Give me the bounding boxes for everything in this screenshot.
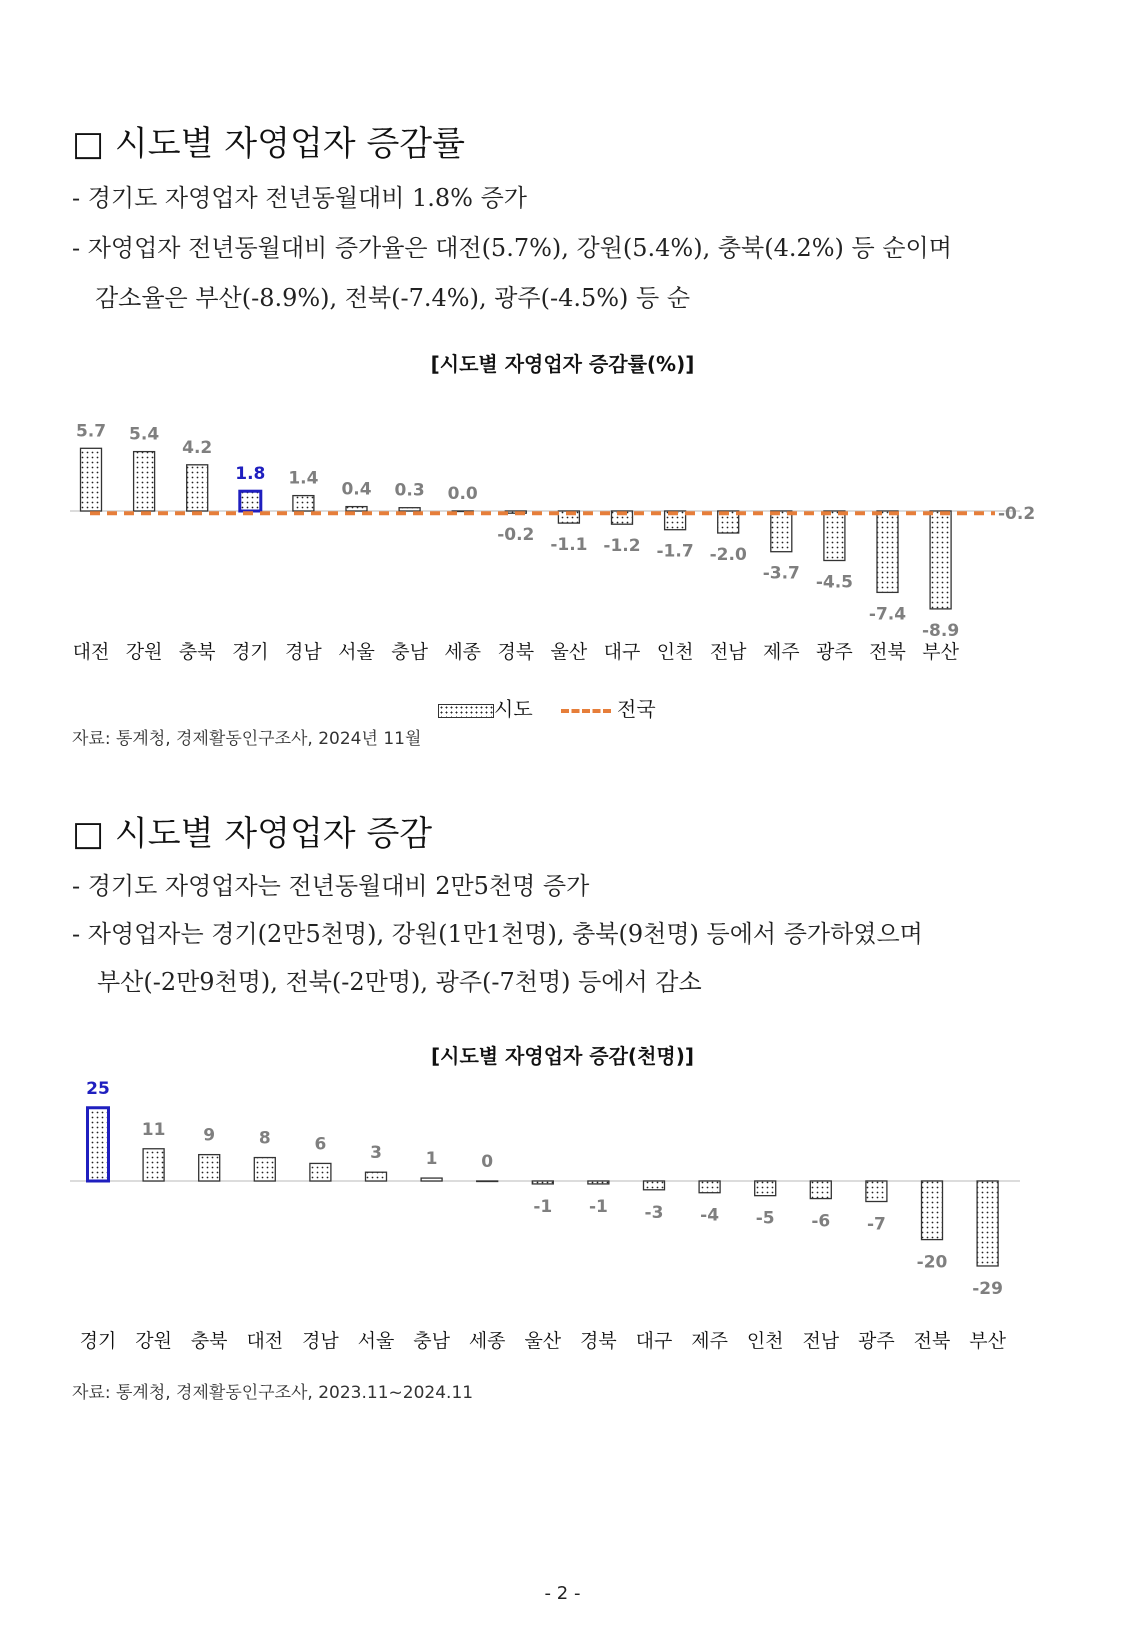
chart2-bar-9 xyxy=(588,1181,609,1184)
chart2-category-10: 대구 xyxy=(635,1330,673,1352)
chart1-value-label-16: -8.9 xyxy=(922,620,960,641)
chart2-value-label-0: 25 xyxy=(86,1078,110,1099)
section1-title: □ 시도별 자영업자 증감률 xyxy=(72,124,465,164)
chart1-category-6: 충남 xyxy=(391,641,428,663)
chart1-value-label-6: 0.3 xyxy=(394,480,425,501)
section2-bullet-2: - 자영업자는 경기(2만5천명), 강원(1만1천명), 충북(9천명) 등에서 증가하였으며 xyxy=(72,920,923,948)
chart1-bar-4 xyxy=(293,496,314,511)
chart2-category-2: 충북 xyxy=(190,1330,228,1352)
chart2-category-16: 부산 xyxy=(969,1330,1006,1352)
chart1-category-2: 충북 xyxy=(178,641,216,663)
chart2-bar-5 xyxy=(366,1172,387,1181)
chart1-category-8: 경북 xyxy=(497,641,535,663)
chart1-bar-14 xyxy=(824,511,845,561)
legend-bar-label: 시도 xyxy=(494,697,533,721)
chart1-growth-rate xyxy=(0,410,1125,690)
chart1-category-15: 전북 xyxy=(869,641,906,663)
chart2-change-thousands xyxy=(0,1070,1125,1360)
section2-title: □ 시도별 자영업자 증감 xyxy=(72,814,433,854)
chart1-value-label-8: -0.2 xyxy=(497,525,535,546)
chart2-value-label-16: -29 xyxy=(972,1278,1003,1299)
legend-line-label: 전국 xyxy=(617,697,656,721)
chart2-bar-1 xyxy=(143,1149,164,1181)
chart1-value-label-0: 5.7 xyxy=(75,421,107,442)
chart1-value-label-13: -3.7 xyxy=(762,563,800,584)
chart2-value-label-6: 1 xyxy=(425,1149,438,1170)
legend-bar-swatch xyxy=(438,704,494,718)
chart2-bar-11 xyxy=(699,1181,720,1193)
chart1-category-5: 서울 xyxy=(338,641,375,663)
section2-bullet-3: 부산(-2만9천명), 전북(-2만명), 광주(-7천명) 등에서 감소 xyxy=(97,968,702,996)
chart1-bar-13 xyxy=(771,511,792,552)
chart1-value-label-12: -2.0 xyxy=(709,545,747,565)
chart2-source: 자료: 통계청, 경제활동인구조사, 2023.11~2024.11 xyxy=(72,1383,474,1403)
chart1-category-9: 울산 xyxy=(550,641,588,663)
chart1-bar-2 xyxy=(187,465,208,511)
chart2-category-6: 충남 xyxy=(413,1330,450,1352)
chart1-bar-3 xyxy=(240,491,261,511)
chart2-value-label-7: 0 xyxy=(481,1152,494,1172)
chart1-national-label: -0.2 xyxy=(998,504,1036,525)
chart2-title: [시도별 자영업자 증감(천명)] xyxy=(430,1044,694,1068)
chart1-value-label-9: -1.1 xyxy=(550,535,588,556)
chart1-bar-15 xyxy=(877,511,898,592)
chart2-bar-12 xyxy=(755,1181,776,1196)
chart2-bar-3 xyxy=(254,1158,275,1181)
chart2-value-label-15: -20 xyxy=(916,1252,948,1273)
section1-bullet-3: 감소율은 부산(-8.9%), 전북(-7.4%), 광주(-4.5%) 등 순 xyxy=(95,284,691,312)
chart2-category-13: 전남 xyxy=(802,1330,840,1352)
chart1-category-3: 경기 xyxy=(231,641,269,663)
chart1-value-label-7: 0.0 xyxy=(447,484,478,504)
chart1-bar-0 xyxy=(81,448,102,511)
chart2-category-8: 울산 xyxy=(524,1330,562,1352)
chart2-category-15: 전북 xyxy=(913,1330,951,1352)
chart1-category-12: 전남 xyxy=(709,641,747,663)
chart2-value-label-9: -1 xyxy=(588,1196,608,1217)
chart1-value-label-4: 1.4 xyxy=(288,468,319,489)
chart2-category-14: 광주 xyxy=(858,1330,895,1352)
chart2-bar-16 xyxy=(977,1181,998,1266)
chart2-category-11: 제주 xyxy=(691,1330,728,1352)
chart1-bar-5 xyxy=(346,507,367,511)
chart1-value-label-2: 4.2 xyxy=(182,437,213,458)
chart2-bar-6 xyxy=(421,1178,442,1181)
chart2-bar-4 xyxy=(310,1163,331,1181)
chart1-value-label-15: -7.4 xyxy=(868,604,907,625)
chart1-source: 자료: 통계청, 경제활동인구조사, 2024년 11월 xyxy=(72,729,422,749)
chart2-value-label-11: -4 xyxy=(700,1205,720,1226)
chart2-category-1: 강원 xyxy=(135,1330,172,1352)
chart2-bar-13 xyxy=(810,1181,831,1199)
chart2-value-label-4: 6 xyxy=(314,1134,327,1155)
chart2-value-label-10: -3 xyxy=(644,1202,664,1223)
chart1-value-label-5: 0.4 xyxy=(341,479,372,500)
chart2-category-5: 서울 xyxy=(357,1330,395,1352)
chart2-category-12: 인천 xyxy=(746,1330,784,1352)
chart2-value-label-3: 8 xyxy=(258,1128,271,1149)
chart2-bar-0 xyxy=(88,1108,109,1181)
chart1-value-label-11: -1.7 xyxy=(656,541,694,562)
chart1-category-1: 강원 xyxy=(125,641,163,663)
chart2-bar-2 xyxy=(199,1155,220,1181)
chart2-bar-8 xyxy=(532,1181,553,1184)
chart1-title: [시도별 자영업자 증감률(%)] xyxy=(430,352,695,376)
chart1-category-0: 대전 xyxy=(72,641,110,663)
chart1-category-11: 인천 xyxy=(656,641,694,663)
chart2-value-label-13: -6 xyxy=(811,1211,831,1232)
chart2-value-label-12: -5 xyxy=(755,1208,775,1229)
chart2-bar-10 xyxy=(644,1181,665,1190)
chart1-bar-6 xyxy=(399,508,420,511)
chart1-category-7: 세종 xyxy=(444,641,482,663)
chart1-category-14: 광주 xyxy=(816,641,853,663)
legend-line-swatch xyxy=(561,709,611,713)
chart2-category-3: 대전 xyxy=(246,1330,284,1352)
chart2-bar-15 xyxy=(922,1181,943,1240)
page-number: - 2 - xyxy=(544,1583,581,1604)
chart2-category-7: 세종 xyxy=(468,1330,506,1352)
chart1-category-10: 대구 xyxy=(603,641,641,663)
section2-bullet-1: - 경기도 자영업자는 전년동월대비 2만5천명 증가 xyxy=(72,872,590,900)
chart2-value-label-14: -7 xyxy=(866,1214,886,1235)
chart2-bar-14 xyxy=(866,1181,887,1202)
chart1-legend xyxy=(438,693,656,722)
chart1-category-16: 부산 xyxy=(922,641,959,663)
chart2-value-label-5: 3 xyxy=(370,1143,382,1164)
section1-bullet-2: - 자영업자 전년동월대비 증가율은 대전(5.7%), 강원(5.4%), 충북(4.2%) 등 순이며 xyxy=(72,234,952,262)
chart1-bar-16 xyxy=(930,511,951,609)
chart2-category-9: 경북 xyxy=(580,1330,617,1352)
chart2-value-label-1: 11 xyxy=(141,1119,166,1140)
chart1-value-label-1: 5.4 xyxy=(129,424,160,445)
chart2-value-label-2: 9 xyxy=(203,1125,216,1146)
chart1-value-label-3: 1.8 xyxy=(235,464,266,485)
chart1-bar-1 xyxy=(134,452,155,511)
chart1-value-label-14: -4.5 xyxy=(815,572,853,593)
chart1-category-4: 경남 xyxy=(285,641,322,663)
chart2-value-label-8: -1 xyxy=(533,1196,553,1217)
chart2-category-4: 경남 xyxy=(302,1330,339,1352)
chart2-bar-7 xyxy=(477,1181,498,1182)
chart2-category-0: 경기 xyxy=(79,1330,117,1352)
chart1-value-label-10: -1.2 xyxy=(603,536,641,557)
section1-bullet-1: - 경기도 자영업자 전년동월대비 1.8% 증가 xyxy=(72,184,527,212)
chart1-category-13: 제주 xyxy=(762,641,800,663)
